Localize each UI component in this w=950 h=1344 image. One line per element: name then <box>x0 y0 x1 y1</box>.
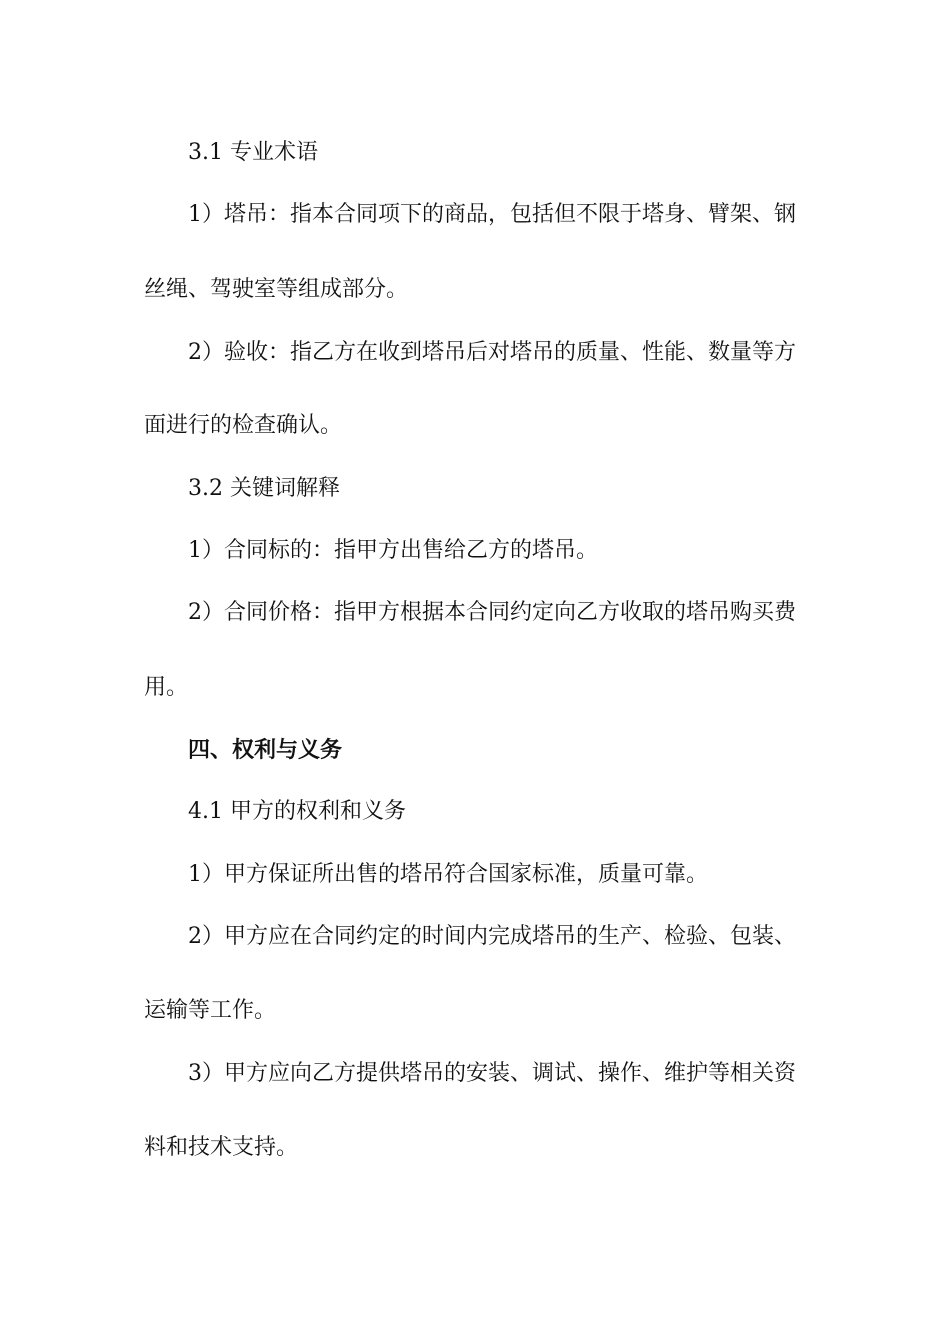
chapter-4-heading: 四、权利与义务 <box>188 737 343 763</box>
paragraph-contract-price: 2）合同价格：指甲方根据本合同约定向乙方收取的塔吊购买费 <box>188 600 796 625</box>
paragraph-acceptance-definition: 2）验收：指乙方在收到塔吊后对塔吊的质量、性能、数量等方 <box>188 340 796 365</box>
section-3-2-heading: 3.2 关键词解释 <box>188 476 340 501</box>
paragraph-acceptance-definition-cont: 面进行的检查确认。 <box>144 413 343 438</box>
paragraph-tower-crane-definition-cont: 丝绳、驾驶室等组成部分。 <box>144 277 409 302</box>
paragraph-party-a-support: 3）甲方应向乙方提供塔吊的安装、调试、操作、维护等相关资 <box>188 1061 796 1086</box>
paragraph-tower-crane-definition: 1）塔吊：指本合同项下的商品，包括但不限于塔身、臂架、钢 <box>188 202 796 227</box>
paragraph-contract-subject: 1）合同标的：指甲方出售给乙方的塔吊。 <box>188 538 598 563</box>
paragraph-contract-price-cont: 用。 <box>144 675 189 700</box>
paragraph-party-a-quality: 1）甲方保证所出售的塔吊符合国家标准，质量可靠。 <box>188 862 708 887</box>
section-3-1-heading: 3.1 专业术语 <box>188 140 318 165</box>
paragraph-party-a-production-cont: 运输等工作。 <box>144 998 277 1023</box>
paragraph-party-a-support-cont: 料和技术支持。 <box>144 1135 299 1160</box>
section-4-1-heading: 4.1 甲方的权利和义务 <box>188 799 406 824</box>
paragraph-party-a-production: 2）甲方应在合同约定的时间内完成塔吊的生产、检验、包装、 <box>188 924 796 949</box>
